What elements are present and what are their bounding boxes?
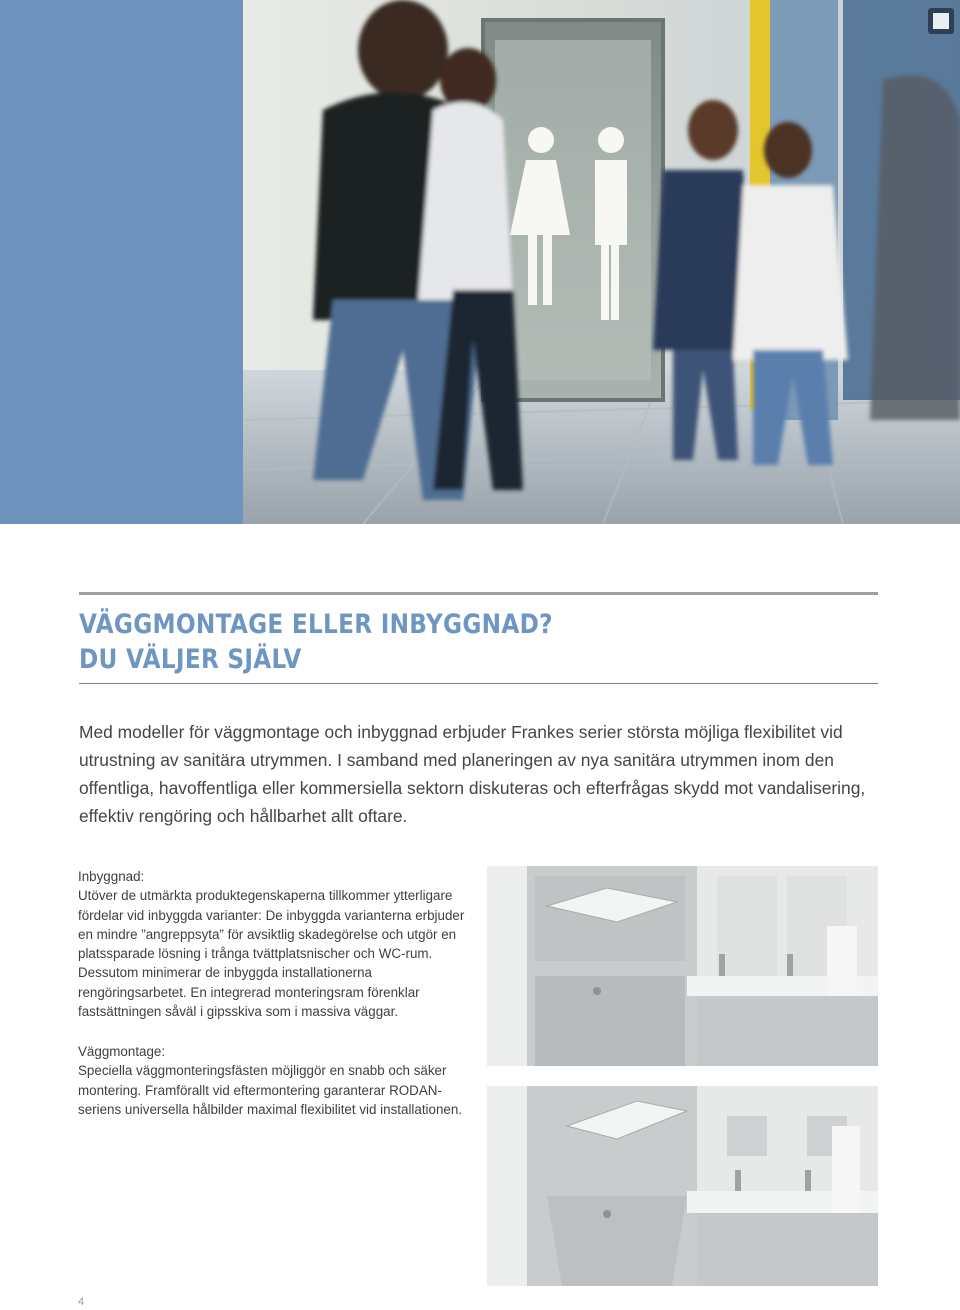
hero-image bbox=[0, 0, 960, 524]
section-label: Inbyggnad: bbox=[78, 869, 145, 884]
section-inbyggnad bbox=[78, 867, 478, 1021]
page-title bbox=[79, 607, 553, 677]
section-vaggmontage bbox=[78, 1042, 478, 1119]
title-rule bbox=[79, 683, 878, 684]
washroom-render-wall-mounted bbox=[487, 1086, 878, 1286]
station-photo bbox=[243, 0, 960, 524]
section-text: Speciella väggmonteringsfästen möjliggör en snabb och säker montering. Framförallt vid eftermontering garanterar RODAN-seriens universella hålbilder maximal flexibilitet vid installationen. bbox=[78, 1063, 463, 1117]
intro-paragraph: Med modeller för väggmontage och inbyggnad erbjuder Frankes serier största möjliga flexibilitet vid utrustning av sanitära utrymmen. I samband med planeringen av nya sanitära utrymmen inom den offentliga, havoffentliga eller kommersiella sektorn diskuteras och efterfrågas skydd mot vandalisering, effektiv rengöring och hållbarhet allt oftare. bbox=[79, 722, 866, 826]
section-text: Utöver de utmärkta produktegenskaperna tillkommer ytterligare fördelar vid inbyggda varianter: De inbyggda varianterna erbjuder en mindre ”angreppsyta” för avsiktlig skadegörelse och utgör en platssparade lösning i trånga tvättplatsnischer och WC-rum. Dessutom minimerar de inbyggda installationerna rengöringsarbetet. En integrerad monteringsram förenklar fastsättningen såväl i gipsskiva som i massiva väggar. bbox=[78, 888, 465, 1020]
section-label: Väggmontage: bbox=[78, 1044, 166, 1059]
title-line-2: DU VÄLJER SJÄLV bbox=[79, 644, 302, 675]
top-rule bbox=[79, 592, 878, 595]
page-number: 4 bbox=[78, 1296, 85, 1308]
washroom-render-built-in bbox=[487, 866, 878, 1066]
accent-band bbox=[0, 0, 243, 524]
title-line-1: VÄGGMONTAGE ELLER INBYGGNAD? bbox=[79, 609, 553, 640]
